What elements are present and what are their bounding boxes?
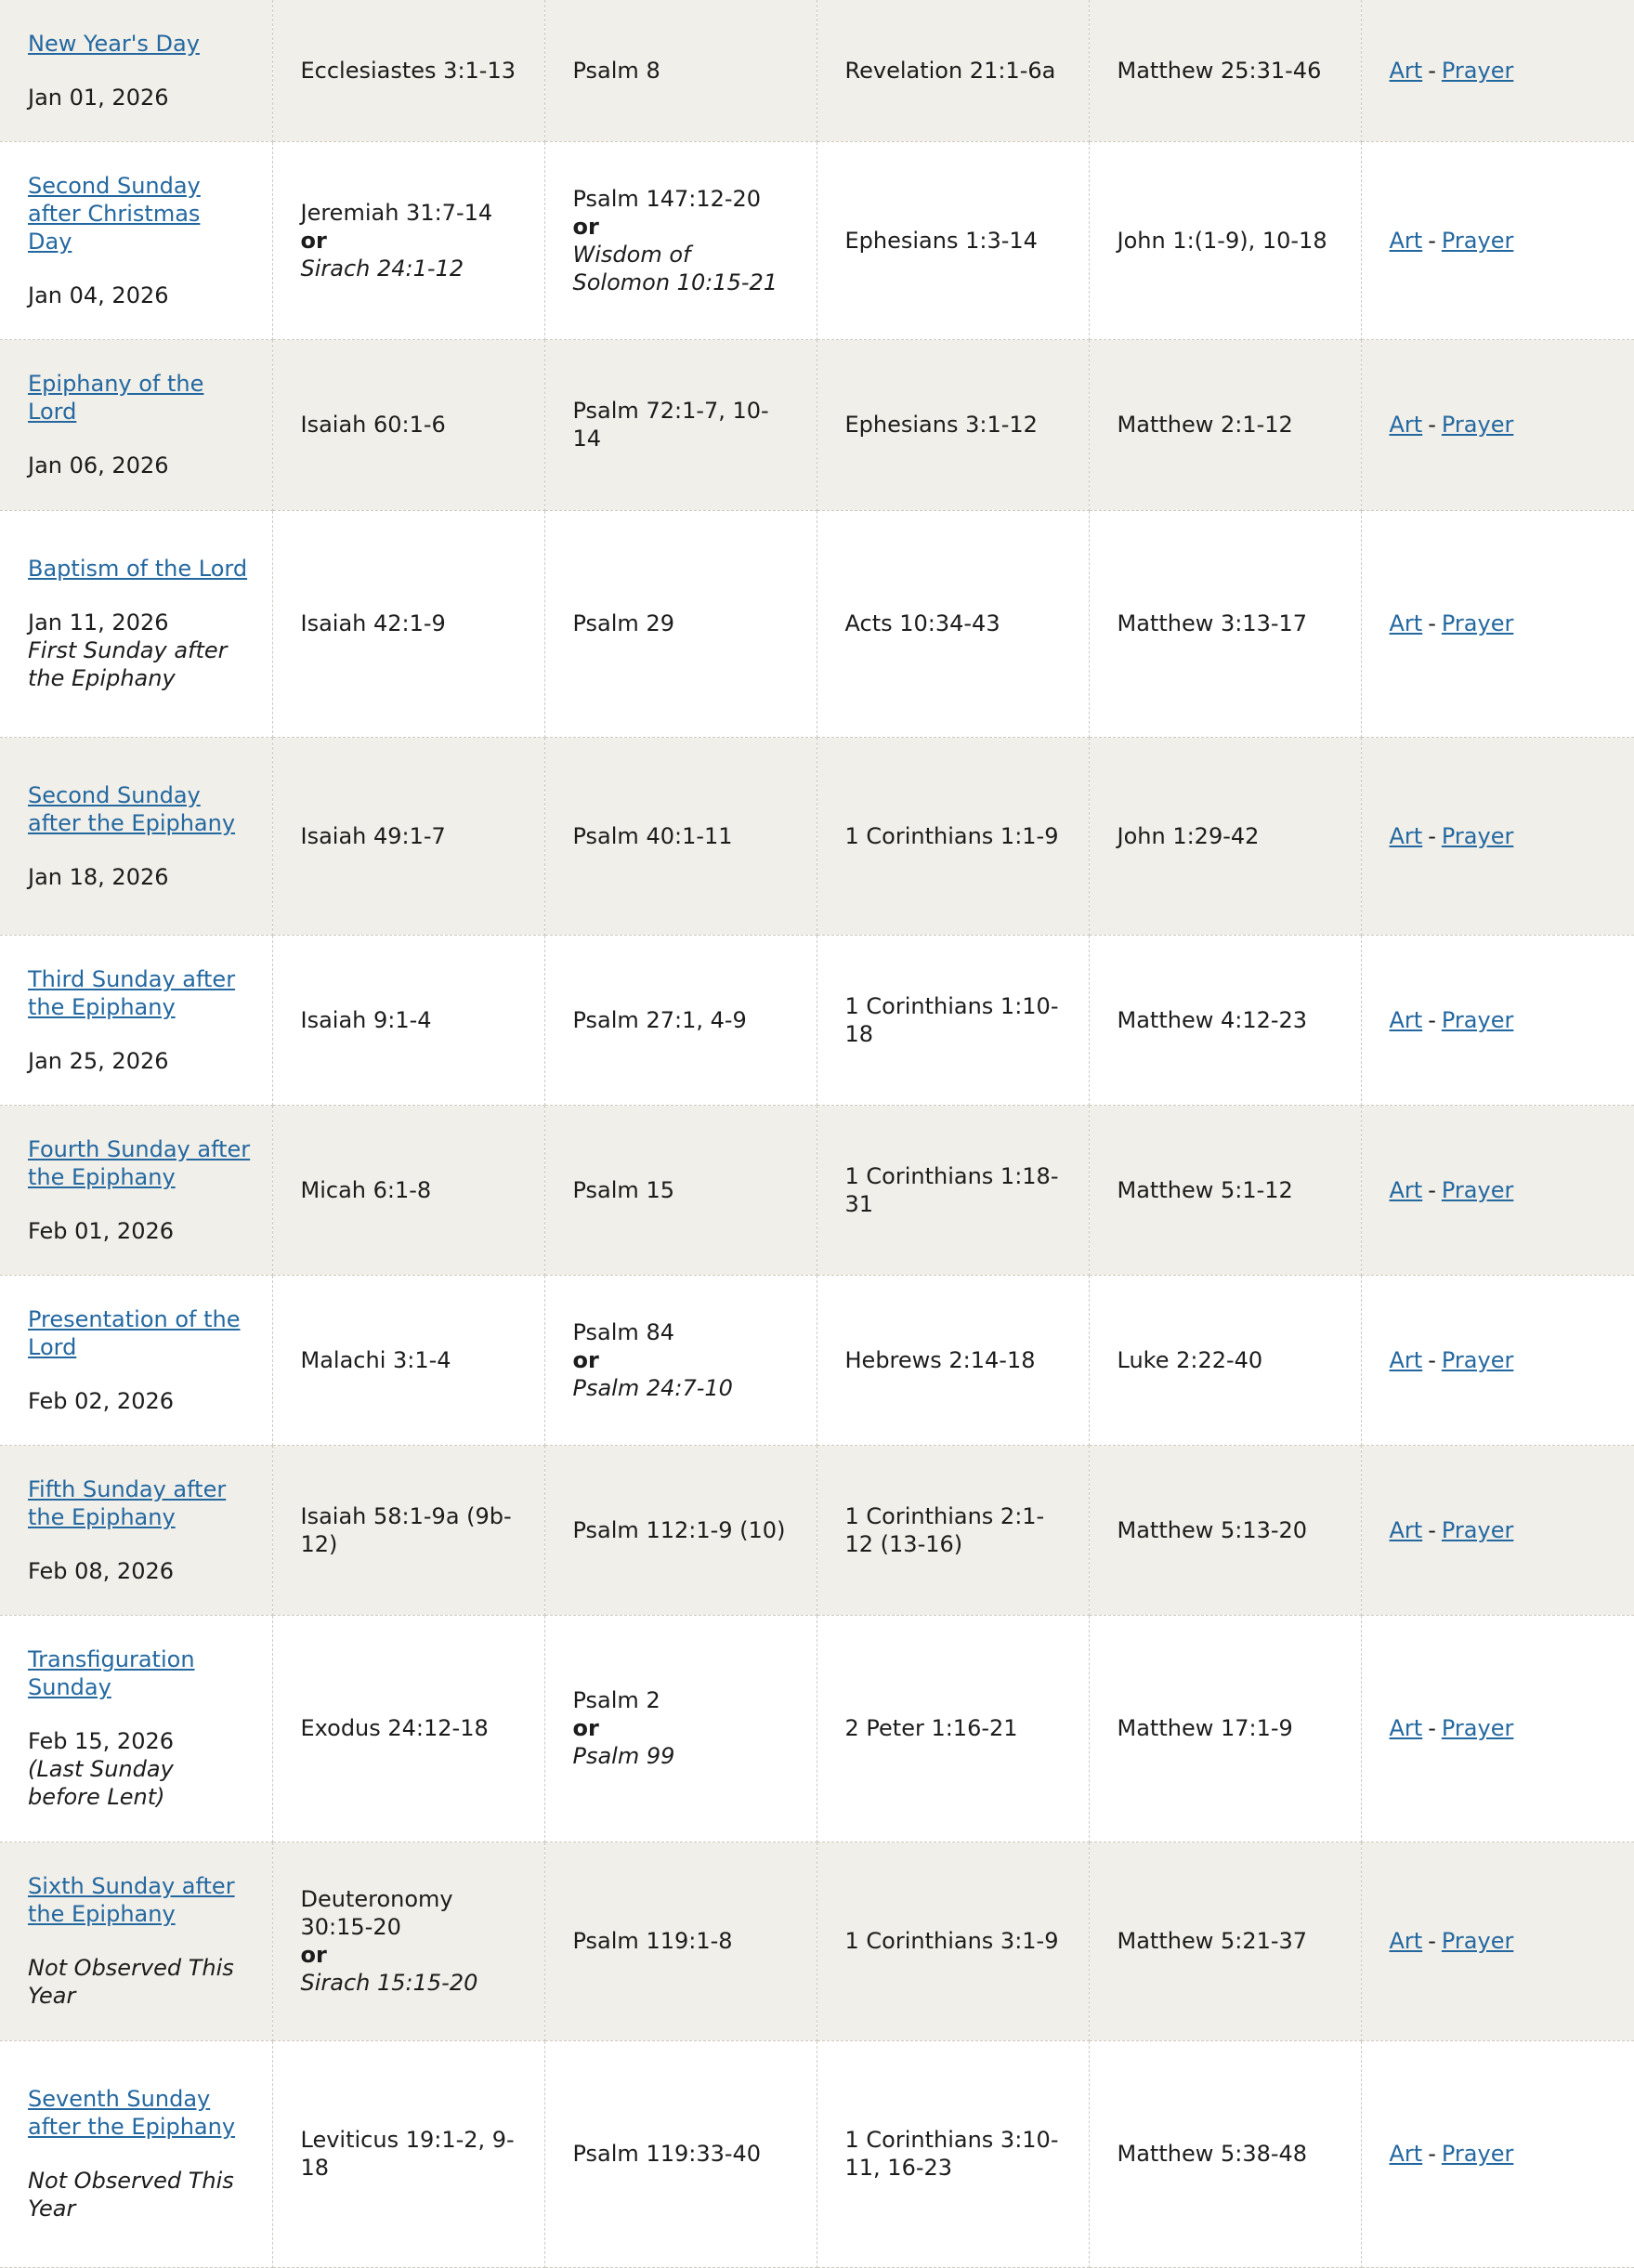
gospel-cell xyxy=(1089,1105,1361,1275)
day-date: Feb 15, 2026 xyxy=(28,1728,174,1754)
psalm-cell xyxy=(544,1842,817,2040)
day-date: Jan 18, 2026 xyxy=(28,863,169,890)
gospel-reading: Luke 2:22-40 xyxy=(1117,1346,1263,1373)
link-separator: - xyxy=(1428,1516,1436,1543)
gospel-reading: Matthew 4:12-23 xyxy=(1117,1006,1308,1033)
gospel-reading: John 1:29-42 xyxy=(1117,822,1260,849)
day-link[interactable]: Second Sunday after Christmas Day xyxy=(28,172,201,255)
gospel-cell xyxy=(1089,1275,1361,1445)
art-link[interactable]: Art xyxy=(1389,1176,1423,1203)
day-note: First Sunday after the Epiphany xyxy=(28,637,228,691)
table-row xyxy=(0,339,1634,510)
first-reading: Isaiah 60:1-6 xyxy=(300,412,446,438)
prayer-link[interactable]: Prayer xyxy=(1441,1006,1514,1033)
gospel-reading: Matthew 5:13-20 xyxy=(1117,1516,1308,1543)
day-cell xyxy=(0,339,272,510)
link-separator: - xyxy=(1428,227,1436,254)
psalm-reading: Psalm 8 xyxy=(572,57,660,84)
second-reading-cell xyxy=(817,339,1089,510)
gospel-reading: John 1:(1-9), 10-18 xyxy=(1117,227,1327,254)
second-reading: Acts 10:34-43 xyxy=(844,610,1000,636)
resources-cell xyxy=(1361,1615,1634,1842)
gospel-cell xyxy=(1089,141,1361,339)
first-reading-alternate: Sirach 24:1-12 xyxy=(300,255,464,282)
psalm-reading: Psalm 27:1, 4-9 xyxy=(572,1006,747,1033)
day-cell xyxy=(0,0,272,141)
second-reading: Hebrews 2:14-18 xyxy=(844,1346,1036,1373)
day-link[interactable]: Sixth Sunday after the Epiphany xyxy=(28,1873,235,1927)
link-separator: - xyxy=(1428,57,1436,84)
art-link[interactable]: Art xyxy=(1389,57,1423,84)
art-link[interactable]: Art xyxy=(1389,822,1423,849)
first-reading-cell xyxy=(272,339,544,510)
day-cell xyxy=(0,1445,272,1615)
prayer-link[interactable]: Prayer xyxy=(1441,1176,1514,1203)
day-date: Feb 08, 2026 xyxy=(28,1557,174,1584)
second-reading: 1 Corinthians 3:1-9 xyxy=(844,1928,1059,1954)
second-reading-cell xyxy=(817,1275,1089,1445)
link-separator: - xyxy=(1428,610,1436,636)
second-reading-cell xyxy=(817,0,1089,141)
day-link[interactable]: Fifth Sunday after the Epiphany xyxy=(28,1475,227,1530)
second-reading: 1 Corinthians 1:18-31 xyxy=(844,1162,1059,1217)
first-reading: Isaiah 9:1-4 xyxy=(300,1006,432,1033)
table-row xyxy=(0,1275,1634,1445)
first-reading: Jeremiah 31:7-14 xyxy=(300,199,493,226)
psalm-cell xyxy=(544,141,817,339)
first-reading: Malachi 3:1-4 xyxy=(300,1346,451,1373)
art-link[interactable]: Art xyxy=(1389,1928,1423,1954)
second-reading-cell xyxy=(817,1615,1089,1842)
art-link[interactable]: Art xyxy=(1389,412,1423,438)
resources-cell xyxy=(1361,737,1634,935)
gospel-reading: Matthew 25:31-46 xyxy=(1117,57,1322,84)
psalm-alternate: Psalm 24:7-10 xyxy=(572,1374,733,1401)
second-reading: 1 Corinthians 1:10-18 xyxy=(844,992,1059,1047)
day-cell xyxy=(0,1615,272,1842)
resources-cell xyxy=(1361,1445,1634,1615)
resources-cell xyxy=(1361,510,1634,737)
table-row xyxy=(0,510,1634,737)
second-reading-cell xyxy=(817,1842,1089,2040)
first-reading: Isaiah 49:1-7 xyxy=(300,822,446,849)
link-separator: - xyxy=(1428,1006,1436,1033)
day-date: Jan 25, 2026 xyxy=(28,1047,169,1074)
second-reading-cell xyxy=(817,935,1089,1105)
prayer-link[interactable]: Prayer xyxy=(1441,610,1514,636)
art-link[interactable]: Art xyxy=(1389,1346,1423,1373)
day-cell xyxy=(0,1105,272,1275)
art-link[interactable]: Art xyxy=(1389,1006,1423,1033)
prayer-link[interactable]: Prayer xyxy=(1441,57,1514,84)
day-link[interactable]: Fourth Sunday after the Epiphany xyxy=(28,1135,251,1190)
art-link[interactable]: Art xyxy=(1389,610,1423,636)
table-row xyxy=(0,935,1634,1105)
gospel-cell xyxy=(1089,0,1361,141)
psalm-reading: Psalm 15 xyxy=(572,1176,674,1203)
day-note: Not Observed This Year xyxy=(28,1955,234,2009)
table-row xyxy=(0,2040,1634,2267)
or-label: or xyxy=(572,213,599,240)
psalm-reading: Psalm 72:1-7, 10-14 xyxy=(572,398,769,452)
day-link[interactable]: New Year's Day xyxy=(28,30,200,57)
first-reading-cell xyxy=(272,510,544,737)
psalm-alternate: Psalm 99 xyxy=(572,1743,675,1769)
psalm-cell xyxy=(544,1445,817,1615)
link-separator: - xyxy=(1428,412,1436,438)
second-reading: 2 Peter 1:16-21 xyxy=(844,1715,1018,1741)
gospel-cell xyxy=(1089,1445,1361,1615)
resources-cell xyxy=(1361,1275,1634,1445)
day-cell xyxy=(0,737,272,935)
gospel-reading: Matthew 3:13-17 xyxy=(1117,610,1308,636)
first-reading-cell xyxy=(272,0,544,141)
art-link[interactable]: Art xyxy=(1389,2141,1423,2167)
link-separator: - xyxy=(1428,1928,1436,1954)
second-reading-cell xyxy=(817,141,1089,339)
first-reading: Isaiah 42:1-9 xyxy=(300,610,446,636)
art-link[interactable]: Art xyxy=(1389,227,1423,254)
prayer-link[interactable]: Prayer xyxy=(1441,227,1514,254)
psalm-reading: Psalm 119:1-8 xyxy=(572,1928,733,1954)
prayer-link[interactable]: Prayer xyxy=(1441,1928,1514,1954)
first-reading: Exodus 24:12-18 xyxy=(300,1715,489,1741)
prayer-link[interactable]: Prayer xyxy=(1441,1346,1514,1373)
prayer-link[interactable]: Prayer xyxy=(1441,2141,1514,2167)
prayer-link[interactable]: Prayer xyxy=(1441,412,1514,438)
first-reading-cell xyxy=(272,1615,544,1842)
day-date: Feb 02, 2026 xyxy=(28,1387,174,1414)
first-reading-cell xyxy=(272,2040,544,2267)
first-reading: Deuteronomy 30:15-20 xyxy=(300,1886,453,1940)
psalm-reading: Psalm 2 xyxy=(572,1687,660,1713)
first-reading: Micah 6:1-8 xyxy=(300,1176,432,1203)
or-label: or xyxy=(572,1715,599,1741)
second-reading: 1 Corinthians 1:1-9 xyxy=(844,822,1059,849)
day-date: Jan 01, 2026 xyxy=(28,84,169,111)
day-link[interactable]: Presentation of the Lord xyxy=(28,1305,241,1360)
gospel-reading: Matthew 2:1-12 xyxy=(1117,412,1293,438)
art-link[interactable]: Art xyxy=(1389,1715,1423,1741)
second-reading-cell xyxy=(817,510,1089,737)
gospel-cell xyxy=(1089,1842,1361,2040)
table-row xyxy=(0,0,1634,141)
gospel-reading: Matthew 5:21-37 xyxy=(1117,1928,1308,1954)
psalm-reading: Psalm 147:12-20 xyxy=(572,185,762,212)
resources-cell xyxy=(1361,2040,1634,2267)
psalm-reading: Psalm 84 xyxy=(572,1318,674,1345)
gospel-reading: Matthew 5:1-12 xyxy=(1117,1176,1293,1203)
day-link[interactable]: Seventh Sunday after the Epiphany xyxy=(28,2086,236,2140)
day-date: Jan 04, 2026 xyxy=(28,282,169,308)
gospel-reading: Matthew 17:1-9 xyxy=(1117,1715,1293,1741)
second-reading: Ephesians 1:3-14 xyxy=(844,227,1038,254)
day-cell xyxy=(0,1275,272,1445)
or-label: or xyxy=(300,227,327,254)
link-separator: - xyxy=(1428,822,1436,849)
day-note: Not Observed This Year xyxy=(28,2168,234,2222)
first-reading: Ecclesiastes 3:1-13 xyxy=(300,57,516,84)
day-link[interactable]: Second Sunday after the Epiphany xyxy=(28,781,236,836)
psalm-reading: Psalm 119:33-40 xyxy=(572,2141,762,2167)
gospel-cell xyxy=(1089,935,1361,1105)
gospel-reading: Matthew 5:38-48 xyxy=(1117,2141,1308,2167)
day-link[interactable]: Baptism of the Lord xyxy=(28,556,248,582)
table-row xyxy=(0,1842,1634,2040)
gospel-cell xyxy=(1089,2040,1361,2267)
day-cell xyxy=(0,2040,272,2267)
resources-cell xyxy=(1361,0,1634,141)
psalm-alternate: Wisdom of Solomon 10:15-21 xyxy=(572,241,778,295)
first-reading-cell xyxy=(272,1105,544,1275)
prayer-link[interactable]: Prayer xyxy=(1441,1516,1514,1543)
link-separator: - xyxy=(1428,1176,1436,1203)
psalm-cell xyxy=(544,510,817,737)
first-reading-cell xyxy=(272,1275,544,1445)
resources-cell xyxy=(1361,141,1634,339)
second-reading-cell xyxy=(817,2040,1089,2267)
resources-cell xyxy=(1361,935,1634,1105)
day-cell xyxy=(0,510,272,737)
first-reading-alternate: Sirach 15:15-20 xyxy=(300,1970,478,1996)
day-cell xyxy=(0,1842,272,2040)
psalm-reading: Psalm 40:1-11 xyxy=(572,822,733,849)
resources-cell xyxy=(1361,1105,1634,1275)
day-date: Feb 01, 2026 xyxy=(28,1217,174,1244)
first-reading: Isaiah 58:1-9a (9b-12) xyxy=(300,1502,512,1557)
second-reading: Ephesians 3:1-12 xyxy=(844,412,1038,438)
psalm-cell xyxy=(544,1615,817,1842)
day-date: Jan 06, 2026 xyxy=(28,452,169,479)
second-reading: 1 Corinthians 3:10-11, 16-23 xyxy=(844,2127,1059,2181)
or-label: or xyxy=(300,1942,327,1968)
psalm-cell xyxy=(544,935,817,1105)
second-reading: 1 Corinthians 2:1-12 (13-16) xyxy=(844,1502,1045,1557)
day-link[interactable]: Third Sunday after the Epiphany xyxy=(28,965,236,1020)
table-row xyxy=(0,1615,1634,1842)
psalm-cell xyxy=(544,1275,817,1445)
prayer-link[interactable]: Prayer xyxy=(1441,1715,1514,1741)
or-label: or xyxy=(572,1346,599,1373)
link-separator: - xyxy=(1428,2141,1436,2167)
psalm-cell xyxy=(544,0,817,141)
table-row xyxy=(0,1445,1634,1615)
resources-cell xyxy=(1361,1842,1634,2040)
first-reading-cell xyxy=(272,935,544,1105)
gospel-cell xyxy=(1089,339,1361,510)
second-reading-cell xyxy=(817,1105,1089,1275)
gospel-cell xyxy=(1089,1615,1361,1842)
psalm-cell xyxy=(544,339,817,510)
day-cell xyxy=(0,935,272,1105)
day-link[interactable]: Transfiguration Sunday xyxy=(28,1646,195,1700)
resources-cell xyxy=(1361,339,1634,510)
prayer-link[interactable]: Prayer xyxy=(1441,822,1514,849)
first-reading-cell xyxy=(272,737,544,935)
first-reading-cell xyxy=(272,1842,544,2040)
link-separator: - xyxy=(1428,1715,1436,1741)
day-date: Jan 11, 2026 xyxy=(28,610,169,636)
gospel-cell xyxy=(1089,510,1361,737)
psalm-cell xyxy=(544,737,817,935)
first-reading: Leviticus 19:1-2, 9-18 xyxy=(300,2127,515,2181)
link-separator: - xyxy=(1428,1346,1436,1373)
first-reading-cell xyxy=(272,1445,544,1615)
second-reading: Revelation 21:1-6a xyxy=(844,57,1056,84)
second-reading-cell xyxy=(817,737,1089,935)
art-link[interactable]: Art xyxy=(1389,1516,1423,1543)
table-row xyxy=(0,141,1634,339)
gospel-cell xyxy=(1089,737,1361,935)
table-row xyxy=(0,737,1634,935)
first-reading-cell xyxy=(272,141,544,339)
psalm-reading: Psalm 112:1-9 (10) xyxy=(572,1516,786,1543)
psalm-cell xyxy=(544,2040,817,2267)
day-cell xyxy=(0,141,272,339)
psalm-reading: Psalm 29 xyxy=(572,610,674,636)
psalm-cell xyxy=(544,1105,817,1275)
second-reading-cell xyxy=(817,1445,1089,1615)
table-row xyxy=(0,1105,1634,1275)
day-note: (Last Sunday before Lent) xyxy=(28,1756,174,1810)
day-link[interactable]: Epiphany of the Lord xyxy=(28,371,204,425)
